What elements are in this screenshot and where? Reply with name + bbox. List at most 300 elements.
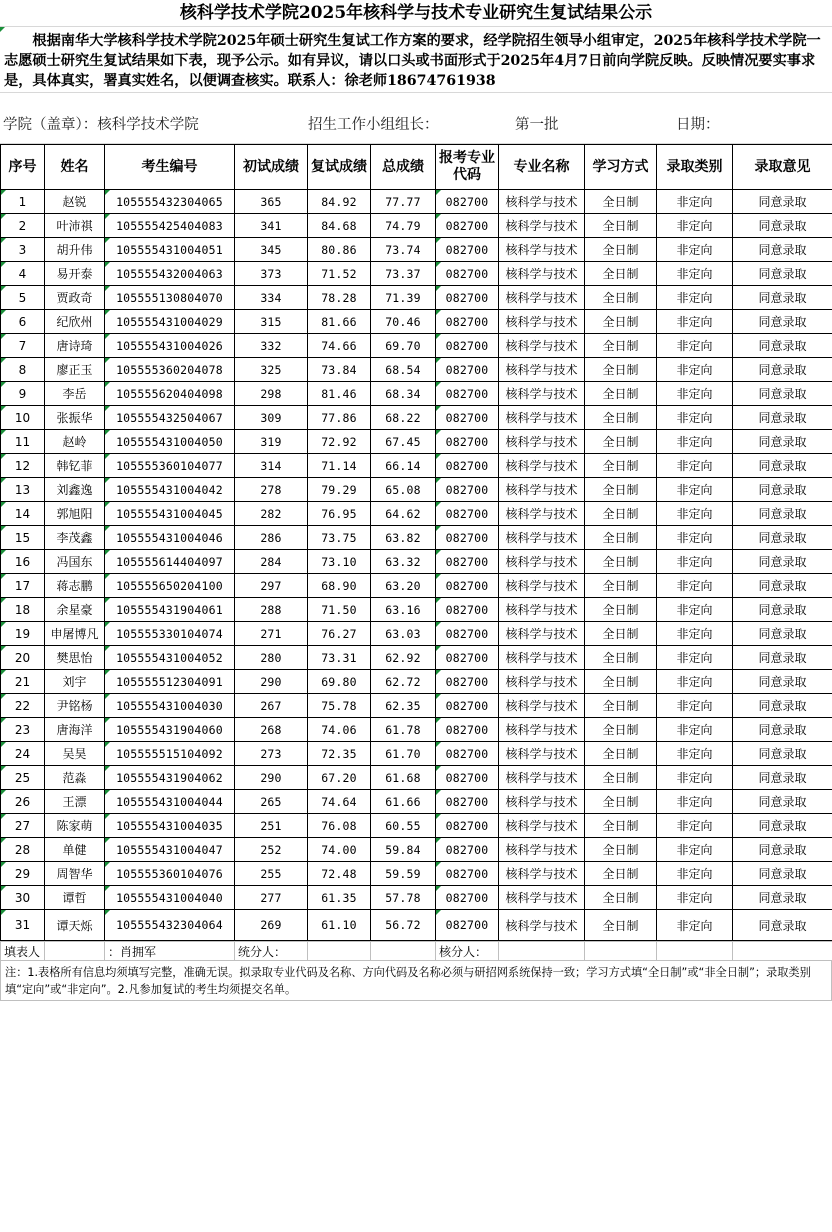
seq-cell: 27 bbox=[1, 814, 45, 838]
decision-cell: 同意录取 bbox=[733, 478, 832, 502]
major-code-cell: 082700 bbox=[436, 814, 499, 838]
seq-cell: 9 bbox=[1, 382, 45, 406]
name-cell: 唐海洋 bbox=[45, 718, 105, 742]
initial-score-cell: 269 bbox=[235, 910, 308, 941]
study-mode-cell: 全日制 bbox=[585, 622, 657, 646]
major-name-cell: 核科学与技术 bbox=[499, 670, 585, 694]
study-mode-cell: 全日制 bbox=[585, 838, 657, 862]
initial-score-cell: 278 bbox=[235, 478, 308, 502]
major-code-cell: 082700 bbox=[436, 238, 499, 262]
major-name-cell: 核科学与技术 bbox=[499, 334, 585, 358]
initial-score-cell: 365 bbox=[235, 190, 308, 214]
admission-type-cell: 非定向 bbox=[657, 910, 733, 941]
major-name-cell: 核科学与技术 bbox=[499, 286, 585, 310]
major-code-cell: 082700 bbox=[436, 478, 499, 502]
table-row bbox=[1, 478, 832, 502]
initial-score-cell: 286 bbox=[235, 526, 308, 550]
seq-cell: 31 bbox=[1, 910, 45, 941]
table-row bbox=[1, 454, 832, 478]
name-cell: 刘宇 bbox=[45, 670, 105, 694]
seq-cell: 25 bbox=[1, 766, 45, 790]
initial-score-cell: 325 bbox=[235, 358, 308, 382]
name-cell: 陈家萌 bbox=[45, 814, 105, 838]
major-code-cell: 082700 bbox=[436, 382, 499, 406]
admission-type-cell: 非定向 bbox=[657, 694, 733, 718]
retest-score-cell: 67.20 bbox=[308, 766, 371, 790]
candidate-id-cell: 105555431004040 bbox=[105, 886, 235, 910]
decision-cell: 同意录取 bbox=[733, 862, 832, 886]
major-code-cell: 082700 bbox=[436, 718, 499, 742]
candidate-id-cell: 105555512304091 bbox=[105, 670, 235, 694]
study-mode-cell: 全日制 bbox=[585, 478, 657, 502]
admission-type-cell: 非定向 bbox=[657, 502, 733, 526]
table-row bbox=[1, 550, 832, 574]
initial-score-cell: 297 bbox=[235, 574, 308, 598]
candidate-id-cell: 105555431004052 bbox=[105, 646, 235, 670]
seq-cell: 3 bbox=[1, 238, 45, 262]
table-header-row bbox=[1, 145, 832, 190]
seq-cell: 22 bbox=[1, 694, 45, 718]
header-cell: 初试成绩 bbox=[235, 145, 308, 190]
initial-score-cell: 341 bbox=[235, 214, 308, 238]
study-mode-cell: 全日制 bbox=[585, 646, 657, 670]
name-cell: 纪欣州 bbox=[45, 310, 105, 334]
name-cell: 王漂 bbox=[45, 790, 105, 814]
table-row bbox=[1, 910, 832, 941]
total-score-cell: 61.66 bbox=[371, 790, 436, 814]
major-name-cell: 核科学与技术 bbox=[499, 886, 585, 910]
decision-cell: 同意录取 bbox=[733, 646, 832, 670]
major-name-cell: 核科学与技术 bbox=[499, 406, 585, 430]
total-score-cell: 62.92 bbox=[371, 646, 436, 670]
seq-cell: 12 bbox=[1, 454, 45, 478]
total-score-cell: 64.62 bbox=[371, 502, 436, 526]
admission-type-cell: 非定向 bbox=[657, 334, 733, 358]
retest-score-cell: 61.10 bbox=[308, 910, 371, 941]
retest-score-cell: 73.84 bbox=[308, 358, 371, 382]
major-name-cell: 核科学与技术 bbox=[499, 502, 585, 526]
table-row bbox=[1, 526, 832, 550]
total-score-cell: 67.45 bbox=[371, 430, 436, 454]
seq-cell: 10 bbox=[1, 406, 45, 430]
candidate-id-cell: 105555650204100 bbox=[105, 574, 235, 598]
table-row bbox=[1, 862, 832, 886]
decision-cell: 同意录取 bbox=[733, 766, 832, 790]
total-score-cell: 61.70 bbox=[371, 742, 436, 766]
table-row bbox=[1, 238, 832, 262]
total-score-cell: 63.32 bbox=[371, 550, 436, 574]
total-score-cell: 74.79 bbox=[371, 214, 436, 238]
total-score-cell: 59.59 bbox=[371, 862, 436, 886]
major-name-cell: 核科学与技术 bbox=[499, 622, 585, 646]
admission-type-cell: 非定向 bbox=[657, 382, 733, 406]
candidate-id-cell: 105555431004030 bbox=[105, 694, 235, 718]
study-mode-cell: 全日制 bbox=[585, 454, 657, 478]
major-code-cell: 082700 bbox=[436, 622, 499, 646]
major-name-cell: 核科学与技术 bbox=[499, 574, 585, 598]
total-score-cell: 77.77 bbox=[371, 190, 436, 214]
major-code-cell: 082700 bbox=[436, 766, 499, 790]
initial-score-cell: 319 bbox=[235, 430, 308, 454]
major-code-cell: 082700 bbox=[436, 646, 499, 670]
initial-score-cell: 288 bbox=[235, 598, 308, 622]
study-mode-cell: 全日制 bbox=[585, 790, 657, 814]
admission-type-cell: 非定向 bbox=[657, 790, 733, 814]
major-name-cell: 核科学与技术 bbox=[499, 430, 585, 454]
table-row bbox=[1, 190, 832, 214]
retest-score-cell: 75.78 bbox=[308, 694, 371, 718]
study-mode-cell: 全日制 bbox=[585, 910, 657, 941]
initial-score-cell: 290 bbox=[235, 766, 308, 790]
seq-cell: 20 bbox=[1, 646, 45, 670]
initial-score-cell: 282 bbox=[235, 502, 308, 526]
candidate-id-cell: 105555431004050 bbox=[105, 430, 235, 454]
candidate-id-cell: 105555432304065 bbox=[105, 190, 235, 214]
info-line bbox=[0, 93, 832, 144]
total-score-cell: 62.35 bbox=[371, 694, 436, 718]
major-name-cell: 核科学与技术 bbox=[499, 910, 585, 941]
admission-type-cell: 非定向 bbox=[657, 766, 733, 790]
study-mode-cell: 全日制 bbox=[585, 430, 657, 454]
admission-type-cell: 非定向 bbox=[657, 262, 733, 286]
initial-score-cell: 255 bbox=[235, 862, 308, 886]
seq-cell: 28 bbox=[1, 838, 45, 862]
major-name-cell: 核科学与技术 bbox=[499, 382, 585, 406]
name-cell: 郭旭阳 bbox=[45, 502, 105, 526]
study-mode-cell: 全日制 bbox=[585, 742, 657, 766]
table-row bbox=[1, 430, 832, 454]
seq-cell: 24 bbox=[1, 742, 45, 766]
admission-type-cell: 非定向 bbox=[657, 406, 733, 430]
study-mode-cell: 全日制 bbox=[585, 526, 657, 550]
retest-score-cell: 76.08 bbox=[308, 814, 371, 838]
total-score-cell: 68.22 bbox=[371, 406, 436, 430]
study-mode-cell: 全日制 bbox=[585, 382, 657, 406]
major-code-cell: 082700 bbox=[436, 526, 499, 550]
major-code-cell: 082700 bbox=[436, 574, 499, 598]
study-mode-cell: 全日制 bbox=[585, 718, 657, 742]
admission-type-cell: 非定向 bbox=[657, 526, 733, 550]
decision-cell: 同意录取 bbox=[733, 718, 832, 742]
table-row bbox=[1, 694, 832, 718]
initial-score-cell: 345 bbox=[235, 238, 308, 262]
retest-score-cell: 81.66 bbox=[308, 310, 371, 334]
total-score-cell: 56.72 bbox=[371, 910, 436, 941]
name-cell: 范淼 bbox=[45, 766, 105, 790]
table-row bbox=[1, 790, 832, 814]
name-cell: 刘鑫逸 bbox=[45, 478, 105, 502]
major-code-cell: 082700 bbox=[436, 790, 499, 814]
candidate-id-cell: 105555614404097 bbox=[105, 550, 235, 574]
filler-name: ：肖拥军 bbox=[105, 942, 235, 961]
major-code-cell: 082700 bbox=[436, 910, 499, 941]
decision-cell: 同意录取 bbox=[733, 430, 832, 454]
signature-row bbox=[0, 941, 832, 961]
decision-cell: 同意录取 bbox=[733, 886, 832, 910]
candidate-id-cell: 105555431004035 bbox=[105, 814, 235, 838]
total-score-cell: 68.54 bbox=[371, 358, 436, 382]
admission-type-cell: 非定向 bbox=[657, 622, 733, 646]
initial-score-cell: 332 bbox=[235, 334, 308, 358]
study-mode-cell: 全日制 bbox=[585, 694, 657, 718]
admission-type-cell: 非定向 bbox=[657, 214, 733, 238]
admission-type-cell: 非定向 bbox=[657, 838, 733, 862]
decision-cell: 同意录取 bbox=[733, 694, 832, 718]
major-name-cell: 核科学与技术 bbox=[499, 646, 585, 670]
decision-cell: 同意录取 bbox=[733, 190, 832, 214]
retest-score-cell: 73.31 bbox=[308, 646, 371, 670]
initial-score-cell: 273 bbox=[235, 742, 308, 766]
admission-type-cell: 非定向 bbox=[657, 286, 733, 310]
major-name-cell: 核科学与技术 bbox=[499, 262, 585, 286]
major-name-cell: 核科学与技术 bbox=[499, 214, 585, 238]
study-mode-cell: 全日制 bbox=[585, 670, 657, 694]
major-code-cell: 082700 bbox=[436, 430, 499, 454]
retest-score-cell: 71.52 bbox=[308, 262, 371, 286]
header-cell: 报考专业代码 bbox=[436, 145, 499, 190]
candidate-id-cell: 105555431004042 bbox=[105, 478, 235, 502]
initial-score-cell: 290 bbox=[235, 670, 308, 694]
table-row bbox=[1, 382, 832, 406]
study-mode-cell: 全日制 bbox=[585, 214, 657, 238]
study-mode-cell: 全日制 bbox=[585, 358, 657, 382]
decision-cell: 同意录取 bbox=[733, 454, 832, 478]
candidate-id-cell: 105555431004046 bbox=[105, 526, 235, 550]
major-code-cell: 082700 bbox=[436, 550, 499, 574]
admission-type-cell: 非定向 bbox=[657, 742, 733, 766]
table-body bbox=[1, 190, 832, 941]
retest-score-cell: 81.46 bbox=[308, 382, 371, 406]
seq-cell: 29 bbox=[1, 862, 45, 886]
candidate-id-cell: 105555330104074 bbox=[105, 622, 235, 646]
initial-score-cell: 373 bbox=[235, 262, 308, 286]
initial-score-cell: 315 bbox=[235, 310, 308, 334]
retest-score-cell: 76.27 bbox=[308, 622, 371, 646]
admission-type-cell: 非定向 bbox=[657, 862, 733, 886]
name-cell: 申屠博凡 bbox=[45, 622, 105, 646]
major-name-cell: 核科学与技术 bbox=[499, 718, 585, 742]
study-mode-cell: 全日制 bbox=[585, 286, 657, 310]
candidate-id-cell: 105555431904060 bbox=[105, 718, 235, 742]
page-title: 核科学技术学院2025年核科学与技术专业研究生复试结果公示 bbox=[0, 0, 832, 27]
major-name-cell: 核科学与技术 bbox=[499, 454, 585, 478]
name-cell: 张振华 bbox=[45, 406, 105, 430]
total-score-cell: 57.78 bbox=[371, 886, 436, 910]
header-cell: 录取意见 bbox=[733, 145, 832, 190]
study-mode-cell: 全日制 bbox=[585, 262, 657, 286]
candidate-id-cell: 105555360204078 bbox=[105, 358, 235, 382]
total-score-cell: 61.68 bbox=[371, 766, 436, 790]
name-cell: 廖正玉 bbox=[45, 358, 105, 382]
name-cell: 谭天烁 bbox=[45, 910, 105, 941]
initial-score-cell: 277 bbox=[235, 886, 308, 910]
major-code-cell: 082700 bbox=[436, 286, 499, 310]
study-mode-cell: 全日制 bbox=[585, 406, 657, 430]
admission-type-cell: 非定向 bbox=[657, 886, 733, 910]
major-code-cell: 082700 bbox=[436, 886, 499, 910]
name-cell: 胡升伟 bbox=[45, 238, 105, 262]
candidate-id-cell: 105555431004047 bbox=[105, 838, 235, 862]
admission-type-cell: 非定向 bbox=[657, 814, 733, 838]
major-code-cell: 082700 bbox=[436, 838, 499, 862]
candidate-id-cell: 105555360104076 bbox=[105, 862, 235, 886]
total-score-cell: 63.16 bbox=[371, 598, 436, 622]
decision-cell: 同意录取 bbox=[733, 358, 832, 382]
batch-label: 第一批 bbox=[515, 117, 559, 133]
counter-label: 统分人： bbox=[235, 942, 308, 961]
decision-cell: 同意录取 bbox=[733, 574, 832, 598]
study-mode-cell: 全日制 bbox=[585, 574, 657, 598]
initial-score-cell: 309 bbox=[235, 406, 308, 430]
date-label: 日期： bbox=[676, 117, 720, 133]
name-cell: 周智华 bbox=[45, 862, 105, 886]
total-score-cell: 66.14 bbox=[371, 454, 436, 478]
study-mode-cell: 全日制 bbox=[585, 310, 657, 334]
candidate-id-cell: 105555431004045 bbox=[105, 502, 235, 526]
name-cell: 易开泰 bbox=[45, 262, 105, 286]
total-score-cell: 73.74 bbox=[371, 238, 436, 262]
major-name-cell: 核科学与技术 bbox=[499, 358, 585, 382]
header-cell: 学习方式 bbox=[585, 145, 657, 190]
retest-score-cell: 76.95 bbox=[308, 502, 371, 526]
retest-score-cell: 74.00 bbox=[308, 838, 371, 862]
retest-score-cell: 69.80 bbox=[308, 670, 371, 694]
major-name-cell: 核科学与技术 bbox=[499, 598, 585, 622]
name-cell: 李岳 bbox=[45, 382, 105, 406]
seq-cell: 2 bbox=[1, 214, 45, 238]
study-mode-cell: 全日制 bbox=[585, 862, 657, 886]
table-row bbox=[1, 574, 832, 598]
initial-score-cell: 334 bbox=[235, 286, 308, 310]
major-name-cell: 核科学与技术 bbox=[499, 238, 585, 262]
major-name-cell: 核科学与技术 bbox=[499, 838, 585, 862]
decision-cell: 同意录取 bbox=[733, 262, 832, 286]
major-code-cell: 082700 bbox=[436, 862, 499, 886]
seq-cell: 8 bbox=[1, 358, 45, 382]
seq-cell: 13 bbox=[1, 478, 45, 502]
initial-score-cell: 252 bbox=[235, 838, 308, 862]
major-code-cell: 082700 bbox=[436, 454, 499, 478]
total-score-cell: 68.34 bbox=[371, 382, 436, 406]
decision-cell: 同意录取 bbox=[733, 790, 832, 814]
name-cell: 樊思怡 bbox=[45, 646, 105, 670]
major-code-cell: 082700 bbox=[436, 670, 499, 694]
major-code-cell: 082700 bbox=[436, 262, 499, 286]
seq-cell: 17 bbox=[1, 574, 45, 598]
header-cell: 复试成绩 bbox=[308, 145, 371, 190]
admission-type-cell: 非定向 bbox=[657, 454, 733, 478]
table-row bbox=[1, 718, 832, 742]
header-cell: 总成绩 bbox=[371, 145, 436, 190]
name-cell: 余星豪 bbox=[45, 598, 105, 622]
admission-type-cell: 非定向 bbox=[657, 574, 733, 598]
name-cell: 赵岭 bbox=[45, 430, 105, 454]
major-name-cell: 核科学与技术 bbox=[499, 766, 585, 790]
header-cell: 专业名称 bbox=[499, 145, 585, 190]
major-code-cell: 082700 bbox=[436, 214, 499, 238]
seq-cell: 6 bbox=[1, 310, 45, 334]
major-code-cell: 082700 bbox=[436, 598, 499, 622]
table-row bbox=[1, 598, 832, 622]
retest-score-cell: 72.92 bbox=[308, 430, 371, 454]
admission-type-cell: 非定向 bbox=[657, 478, 733, 502]
retest-score-cell: 74.06 bbox=[308, 718, 371, 742]
initial-score-cell: 268 bbox=[235, 718, 308, 742]
initial-score-cell: 298 bbox=[235, 382, 308, 406]
filler-label: 填表人 bbox=[1, 942, 45, 961]
seq-cell: 5 bbox=[1, 286, 45, 310]
seq-cell: 16 bbox=[1, 550, 45, 574]
table-row bbox=[1, 262, 832, 286]
header-cell: 录取类别 bbox=[657, 145, 733, 190]
table-row bbox=[1, 742, 832, 766]
table-row bbox=[1, 310, 832, 334]
retest-score-cell: 72.35 bbox=[308, 742, 371, 766]
name-cell: 尹铭杨 bbox=[45, 694, 105, 718]
study-mode-cell: 全日制 bbox=[585, 502, 657, 526]
checker-label: 核分人： bbox=[436, 942, 499, 961]
decision-cell: 同意录取 bbox=[733, 838, 832, 862]
study-mode-cell: 全日制 bbox=[585, 766, 657, 790]
candidate-id-cell: 105555431004044 bbox=[105, 790, 235, 814]
major-code-cell: 082700 bbox=[436, 502, 499, 526]
major-code-cell: 082700 bbox=[436, 742, 499, 766]
table-row bbox=[1, 214, 832, 238]
decision-cell: 同意录取 bbox=[733, 622, 832, 646]
decision-cell: 同意录取 bbox=[733, 286, 832, 310]
retest-score-cell: 68.90 bbox=[308, 574, 371, 598]
major-name-cell: 核科学与技术 bbox=[499, 742, 585, 766]
study-mode-cell: 全日制 bbox=[585, 814, 657, 838]
table-row bbox=[1, 646, 832, 670]
major-code-cell: 082700 bbox=[436, 190, 499, 214]
admission-type-cell: 非定向 bbox=[657, 598, 733, 622]
name-cell: 贾政奇 bbox=[45, 286, 105, 310]
total-score-cell: 59.84 bbox=[371, 838, 436, 862]
major-code-cell: 082700 bbox=[436, 694, 499, 718]
seq-cell: 4 bbox=[1, 262, 45, 286]
major-name-cell: 核科学与技术 bbox=[499, 190, 585, 214]
initial-score-cell: 280 bbox=[235, 646, 308, 670]
retest-score-cell: 74.64 bbox=[308, 790, 371, 814]
table-row bbox=[1, 406, 832, 430]
candidate-id-cell: 105555431904061 bbox=[105, 598, 235, 622]
retest-score-cell: 71.14 bbox=[308, 454, 371, 478]
seq-cell: 1 bbox=[1, 190, 45, 214]
header-cell: 序号 bbox=[1, 145, 45, 190]
seq-cell: 26 bbox=[1, 790, 45, 814]
major-name-cell: 核科学与技术 bbox=[499, 550, 585, 574]
total-score-cell: 63.03 bbox=[371, 622, 436, 646]
admission-type-cell: 非定向 bbox=[657, 646, 733, 670]
name-cell: 叶沛祺 bbox=[45, 214, 105, 238]
candidate-id-cell: 105555432504067 bbox=[105, 406, 235, 430]
table-row bbox=[1, 670, 832, 694]
admission-type-cell: 非定向 bbox=[657, 718, 733, 742]
candidate-id-cell: 105555515104092 bbox=[105, 742, 235, 766]
total-score-cell: 63.82 bbox=[371, 526, 436, 550]
candidate-id-cell: 105555431004029 bbox=[105, 310, 235, 334]
name-cell: 赵锐 bbox=[45, 190, 105, 214]
major-name-cell: 核科学与技术 bbox=[499, 694, 585, 718]
admission-type-cell: 非定向 bbox=[657, 550, 733, 574]
decision-cell: 同意录取 bbox=[733, 742, 832, 766]
name-cell: 谭哲 bbox=[45, 886, 105, 910]
total-score-cell: 65.08 bbox=[371, 478, 436, 502]
admission-type-cell: 非定向 bbox=[657, 358, 733, 382]
retest-score-cell: 61.35 bbox=[308, 886, 371, 910]
candidate-id-cell: 105555620404098 bbox=[105, 382, 235, 406]
